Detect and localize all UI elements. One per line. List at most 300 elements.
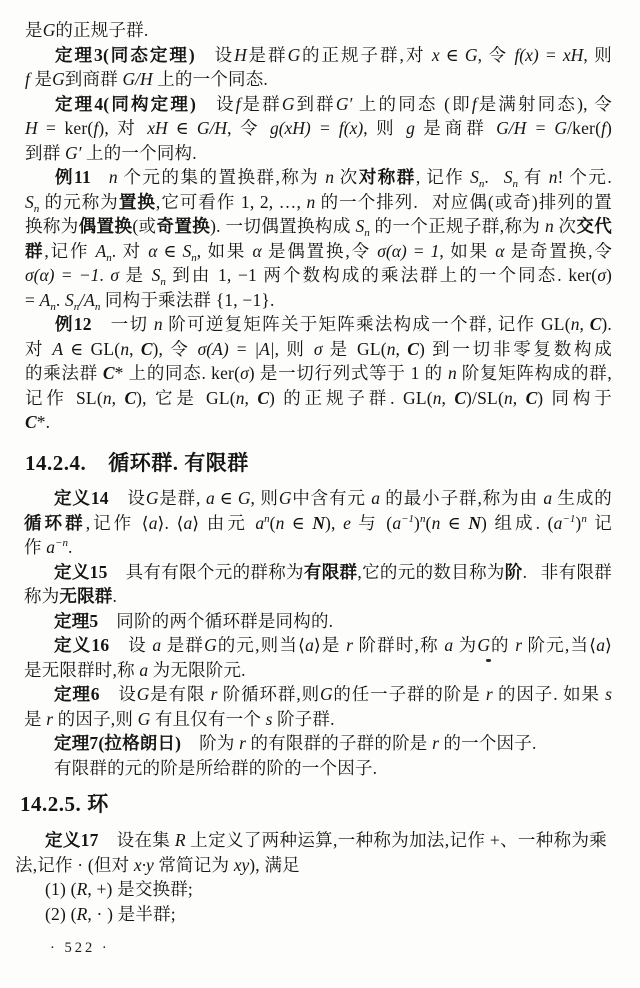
text-run: , 如果 [439, 240, 496, 261]
math-run: G [52, 69, 65, 89]
text-run: , [111, 387, 125, 408]
text-run: ,记作 ⟨ [85, 512, 149, 533]
text-run: = [25, 289, 40, 310]
text-run: *. [36, 412, 51, 432]
text-run: ∈ [440, 512, 469, 533]
math-run: n [432, 387, 442, 408]
math-run: r [210, 684, 218, 704]
text-run: ), 对 [98, 118, 148, 138]
math-run: n [106, 251, 112, 264]
text-line [15, 853, 607, 878]
math-run: n [73, 300, 80, 313]
text-run: , 令 [227, 118, 270, 138]
text-run: ,它的元的数目称为 [357, 561, 505, 582]
text-run: 换称为 [25, 216, 79, 236]
text-run: ∈ GL( [63, 338, 121, 359]
math-run: n [33, 202, 40, 215]
text-run: . [112, 586, 118, 606]
text-run: 设 [108, 488, 146, 508]
math-run: C [525, 387, 538, 408]
math-run: −1 [562, 512, 576, 525]
text-run: 的最小子群,称为由 [379, 488, 544, 508]
text-run: 同构于乘法群 {1, −1}. [100, 289, 275, 310]
text-run: 是 [29, 69, 53, 89]
math-run: n [153, 314, 163, 334]
text-line [25, 361, 612, 386]
text-line [15, 877, 607, 902]
text-run: 是 [25, 20, 43, 40]
math-run: r [239, 733, 246, 753]
math-run: A [39, 289, 51, 310]
math-run: n [545, 216, 554, 236]
math-run: H [25, 118, 38, 138]
text-run: 次 [553, 216, 577, 236]
math-run: f [601, 118, 606, 138]
text-run: 上的同态 (即 [352, 93, 472, 114]
text-run: (1) ( [45, 879, 77, 899]
bold-term: 对称群 [358, 167, 416, 187]
paragraphs-homomorphism-theorems [25, 18, 612, 435]
text-line [15, 902, 607, 927]
bold-term: 定理6 [54, 684, 100, 704]
text-run: 阶循环群,则 [217, 684, 321, 704]
math-run: n [50, 300, 56, 313]
math-run: σ(α) = −1 [25, 265, 100, 285]
math-run: C [589, 314, 602, 334]
text-run: ), 满足 [249, 854, 300, 875]
math-run: a [543, 488, 553, 508]
math-run: C [140, 338, 153, 359]
text-run: 设 [194, 44, 235, 65]
math-run: f(x) = xH [514, 44, 584, 65]
text-run: 是 [24, 708, 47, 729]
text-line [25, 92, 612, 117]
math-run: G [137, 708, 151, 729]
text-run: ⟩. ⟨ [157, 512, 184, 533]
math-run: S [355, 216, 365, 236]
text-run: . 对 [111, 240, 149, 261]
math-run: G/H = G [496, 118, 568, 138]
math-run: f [93, 118, 99, 138]
bold-term: 定义17 [45, 830, 99, 850]
math-run: −n [55, 537, 68, 549]
text-line [25, 141, 612, 166]
math-run: G [281, 93, 295, 114]
math-run: S [503, 167, 513, 187]
math-run: R [76, 903, 88, 924]
math-run: a [139, 659, 149, 680]
math-run: C [124, 387, 137, 408]
math-run: n [306, 191, 316, 212]
text-run: ⟩ 由元 [192, 512, 256, 533]
math-run: n [108, 167, 118, 187]
math-run: G [477, 635, 490, 655]
text-run: 的一个排列. 对应偶(或奇)排列的置 [315, 191, 613, 212]
text-run: , [395, 338, 408, 359]
math-run: r [432, 733, 439, 753]
text-run: ⟩是 [313, 635, 347, 655]
text-run: 的任一子群的阶是 [332, 684, 486, 704]
text-run: ,记作 [44, 240, 96, 261]
math-run: G [145, 488, 159, 508]
text-run: 一切 [91, 314, 154, 334]
text-run: , 则 [250, 488, 279, 508]
text-run: 作 [24, 537, 47, 557]
section-title: 循环群. 有限群 [108, 451, 249, 475]
math-run: g(xH) = f(x) [269, 118, 364, 138]
math-run: σ [313, 338, 323, 359]
math-run: A [84, 289, 95, 310]
math-run: s [265, 708, 273, 729]
math-run: r [485, 684, 493, 704]
text-line [25, 190, 612, 215]
text-run: 的因子,则 [53, 708, 138, 729]
text-line [25, 214, 612, 239]
text-run: 的因子. 如果 [492, 684, 606, 704]
bold-term: 循环群 [24, 512, 86, 533]
text-run: ) 是一切行列式等于 1 的 [248, 363, 448, 383]
math-run: −1 [401, 512, 415, 525]
text-line [24, 535, 612, 560]
math-run: σ [597, 265, 606, 285]
text-line [25, 386, 612, 411]
text-line [24, 682, 612, 707]
math-run: f [25, 69, 30, 89]
math-run: G [278, 488, 292, 508]
text-run: , 如果 [196, 240, 253, 261]
text-run: 的有限群的子群的阶是 [245, 733, 433, 753]
text-run: . [99, 265, 111, 285]
math-run: r [46, 708, 54, 729]
text-line [24, 609, 612, 634]
text-run: (2) ( [45, 903, 77, 924]
text-line [25, 337, 612, 362]
text-run: , 令 [477, 44, 515, 65]
math-run: n [364, 227, 370, 239]
text-line [15, 828, 607, 853]
text-run: 的元,则当⟨ [216, 635, 306, 655]
math-run: a [596, 635, 605, 655]
bold-term: 定理3(同态定理) [55, 44, 195, 65]
math-run: C [257, 387, 270, 408]
text-run: 是 GL( [322, 338, 387, 359]
math-run: f [235, 93, 241, 114]
math-run: a [148, 512, 158, 533]
math-run: a [152, 635, 162, 655]
math-run: G [287, 44, 301, 65]
text-run: 阶复矩阵构成的群, [456, 363, 613, 383]
math-run: a [553, 512, 563, 533]
text-run: 次 [333, 167, 359, 187]
text-line [25, 18, 612, 43]
text-run: 阶元,当⟨ [522, 635, 597, 655]
text-run: , [512, 387, 526, 408]
math-run: G [320, 684, 333, 704]
section-number: 14.2.5. [20, 792, 82, 816]
text-run: 设在集 [98, 830, 175, 850]
text-run: 与 ( [350, 512, 393, 533]
text-run: ( [269, 512, 276, 533]
math-run: a [183, 512, 193, 533]
text-line [25, 410, 612, 435]
text-run: , [244, 387, 258, 408]
bold-term: 偶置换 [78, 216, 133, 236]
math-run: x·y [133, 854, 154, 875]
text-run: 到由 1, −1 两个数构成的乘法群上的一个同态. ker( [165, 265, 598, 285]
text-run: 设 [99, 684, 137, 704]
bold-term: 奇置换 [156, 216, 211, 236]
text-run: . [55, 289, 66, 310]
text-line [24, 731, 612, 756]
text-run: 上的一个同构. [81, 142, 197, 163]
math-run: σ [110, 265, 120, 285]
bold-term: 定理7(拉格朗日) [54, 733, 182, 753]
text-run: (或 [132, 216, 157, 236]
text-run: ! 个元. [557, 167, 612, 187]
math-run: a [305, 635, 314, 655]
text-line [24, 633, 612, 658]
text-run: 为无限阶元. [148, 659, 246, 680]
text-line [24, 584, 612, 609]
text-run: 对 [25, 338, 53, 359]
math-run: α ∈ S [148, 240, 192, 261]
text-run: 常简记为 [153, 854, 234, 875]
math-run: xy [233, 854, 250, 875]
math-run: N [468, 512, 481, 533]
bold-term: 例11 [55, 167, 91, 187]
text-run: , +) 是交换群; [87, 879, 193, 899]
math-run: n [431, 512, 441, 533]
text-line [24, 756, 612, 781]
bold-term: 例12 [55, 314, 92, 334]
text-run: ) [606, 118, 613, 138]
text-run: , 记作 [415, 167, 471, 187]
text-run: ⟩ [604, 635, 612, 655]
math-run: σ(A) = |A| [197, 338, 275, 359]
text-run: 阶可逆复矩阵关于矩阵乘法构成一个群, 记作 GL( [162, 314, 571, 334]
text-run: ), 令 [152, 338, 198, 359]
text-run: 到群 [294, 93, 336, 114]
text-run: , [579, 314, 590, 334]
bold-term: 定义16 [54, 635, 110, 655]
text-run: 阶子群. [272, 708, 335, 729]
text-run: ) 同构于 [537, 387, 612, 408]
math-run: n [420, 512, 426, 525]
text-run: 的一个因子. [438, 733, 537, 753]
text-run: 有限群的元的阶是所给群的阶的一个因子. [54, 757, 378, 778]
math-run: n [191, 251, 197, 264]
paragraphs-ring-definition [15, 828, 607, 926]
text-run: 记作 SL( [25, 387, 103, 408]
text-line [24, 658, 612, 683]
text-run: 的元称为 [39, 191, 119, 212]
section-heading-14-2-5 [20, 792, 109, 816]
math-run: r [346, 635, 353, 655]
text-line [25, 263, 612, 288]
text-line [25, 116, 612, 141]
text-run: . [67, 537, 73, 557]
math-run: G [136, 684, 150, 704]
text-run: . 非有限群 [522, 561, 612, 582]
text-run: 的正规子群,对 [300, 44, 432, 65]
text-line [25, 43, 612, 68]
bold-term: 定理4(同构定理) [55, 93, 197, 114]
text-line [24, 707, 612, 732]
text-run [91, 167, 109, 187]
text-run: 上定义了两种运算,一种称为加法,记作 +、一种称为乘 [185, 830, 607, 850]
section-title: 环 [87, 792, 109, 816]
text-run: ), [325, 512, 344, 533]
bold-term: 群 [25, 240, 45, 261]
math-run: R [174, 830, 186, 850]
text-run: ). [601, 314, 613, 334]
text-run: 生成的 [552, 488, 612, 508]
text-run: = ker( [37, 118, 94, 138]
text-run: 的一个正规子群,称为 [369, 216, 545, 236]
text-line [24, 486, 612, 511]
math-run: G [204, 635, 217, 655]
math-run: n [102, 387, 112, 408]
bold-term: 定义14 [54, 488, 109, 508]
math-run: α [495, 240, 505, 261]
text-run: 称为 [24, 586, 60, 606]
text-run: ). 一切偶置换构成 [210, 216, 356, 236]
text-run: /ker( [567, 118, 602, 138]
text-run: )/SL( [466, 387, 504, 408]
math-run: C [102, 363, 115, 383]
text-run: 是群 [161, 635, 205, 655]
section-number: 14.2.4. [25, 451, 87, 475]
text-run: 是商群 [414, 118, 497, 138]
text-run: 到商群 [64, 69, 123, 89]
text-run: ) [414, 512, 421, 533]
math-run: n [478, 178, 485, 190]
math-run: a [371, 488, 380, 508]
text-line [25, 67, 612, 92]
math-run: G′ [335, 93, 353, 114]
math-run: n [581, 512, 587, 525]
math-run: S [25, 191, 34, 212]
text-run: 为 [453, 635, 478, 655]
math-run: A [52, 338, 64, 359]
text-run: 个元的集的置换群,称为 [117, 167, 326, 187]
text-run: ) [575, 512, 582, 533]
math-run: e [343, 512, 351, 533]
text-run: 的 [489, 635, 516, 655]
text-run: , · ) 是半群; [87, 903, 176, 924]
math-run: S [470, 167, 479, 187]
text-run: ) 的正规子群. GL( [269, 387, 433, 408]
text-run: 是群 [240, 93, 282, 114]
text-run: 的乘法群 [25, 363, 103, 383]
text-run: 是群 [246, 44, 288, 65]
bold-term: 交代 [576, 216, 612, 236]
scan-noise-speck [486, 659, 491, 662]
text-line [24, 560, 612, 585]
bold-term: 定义15 [54, 561, 108, 582]
text-run: 是偶置换,令 [261, 240, 378, 261]
math-run: H [234, 44, 247, 65]
math-run: n [275, 512, 285, 533]
page-number: · 522 · [50, 940, 110, 956]
text-line [25, 288, 612, 313]
text-run: ) 组成. ( [481, 512, 554, 533]
math-run: R [76, 879, 88, 899]
text-run: ) 到一切非零复数构成 [418, 338, 612, 359]
text-run: ,它可看作 1, 2, …, [155, 191, 307, 212]
text-run: , 则 [274, 338, 314, 359]
math-run: G [42, 20, 56, 40]
math-run: σ(α) = 1 [377, 240, 440, 261]
math-run: A [95, 240, 107, 261]
math-run: a [444, 635, 454, 655]
math-run: a [46, 537, 56, 557]
math-run: n [325, 167, 334, 187]
text-run: 阶群时,称 [352, 635, 445, 655]
text-run: 记 [586, 512, 612, 533]
text-line [24, 511, 612, 536]
math-run: a [255, 512, 265, 533]
text-run: 是无限群时,称 [24, 659, 140, 680]
bold-term: 阶 [504, 561, 523, 582]
math-run: G/H [122, 69, 153, 89]
text-run: ) [605, 265, 612, 285]
text-run: 的正规子群. [55, 20, 149, 40]
bold-term: 定理5 [54, 610, 99, 631]
math-run: G′ [64, 142, 82, 163]
section-heading-14-2-4 [25, 451, 249, 475]
text-run: , [129, 338, 141, 359]
math-run: n [503, 387, 513, 408]
text-run: ( [425, 512, 432, 533]
text-line [25, 312, 612, 337]
text-run: 到群 [25, 142, 65, 163]
paragraphs-cyclic-finite-groups [24, 486, 612, 780]
text-run: , 则 [363, 118, 407, 138]
text-run: 有 [518, 167, 549, 187]
math-run: n [548, 167, 558, 187]
text-run: 阶为 [181, 733, 240, 753]
bold-term: 有限群 [303, 561, 358, 582]
text-run: , [441, 387, 455, 408]
text-run: 同阶的两个循环群是同构的. [98, 610, 334, 631]
text-run: * 上的同态. ker( [114, 363, 241, 383]
text-run: 设 [196, 93, 236, 114]
math-run: n [160, 276, 166, 288]
math-run: / [79, 289, 85, 310]
bold-term: 置换 [118, 191, 156, 212]
text-run: 法,记作 · (但对 [15, 854, 134, 875]
text-run: 设 [109, 635, 153, 655]
math-run: N [312, 512, 326, 533]
math-run: n [120, 338, 130, 359]
math-run: S [65, 289, 74, 310]
text-run: ∈ [284, 512, 313, 533]
text-run: , 则 [583, 44, 612, 65]
text-line [25, 239, 612, 264]
text-run: 具有有限个元的群称为 [107, 561, 304, 582]
math-run: n [235, 387, 245, 408]
math-run: f [471, 93, 477, 114]
math-run: a [392, 512, 402, 533]
math-run: n [447, 363, 457, 383]
math-run: σ [240, 363, 249, 383]
math-run: n [386, 338, 396, 359]
text-run: 是奇置换,令 [504, 240, 613, 261]
text-run: 是有限 [149, 684, 211, 704]
math-run: s [605, 684, 612, 704]
math-run: C [407, 338, 419, 359]
